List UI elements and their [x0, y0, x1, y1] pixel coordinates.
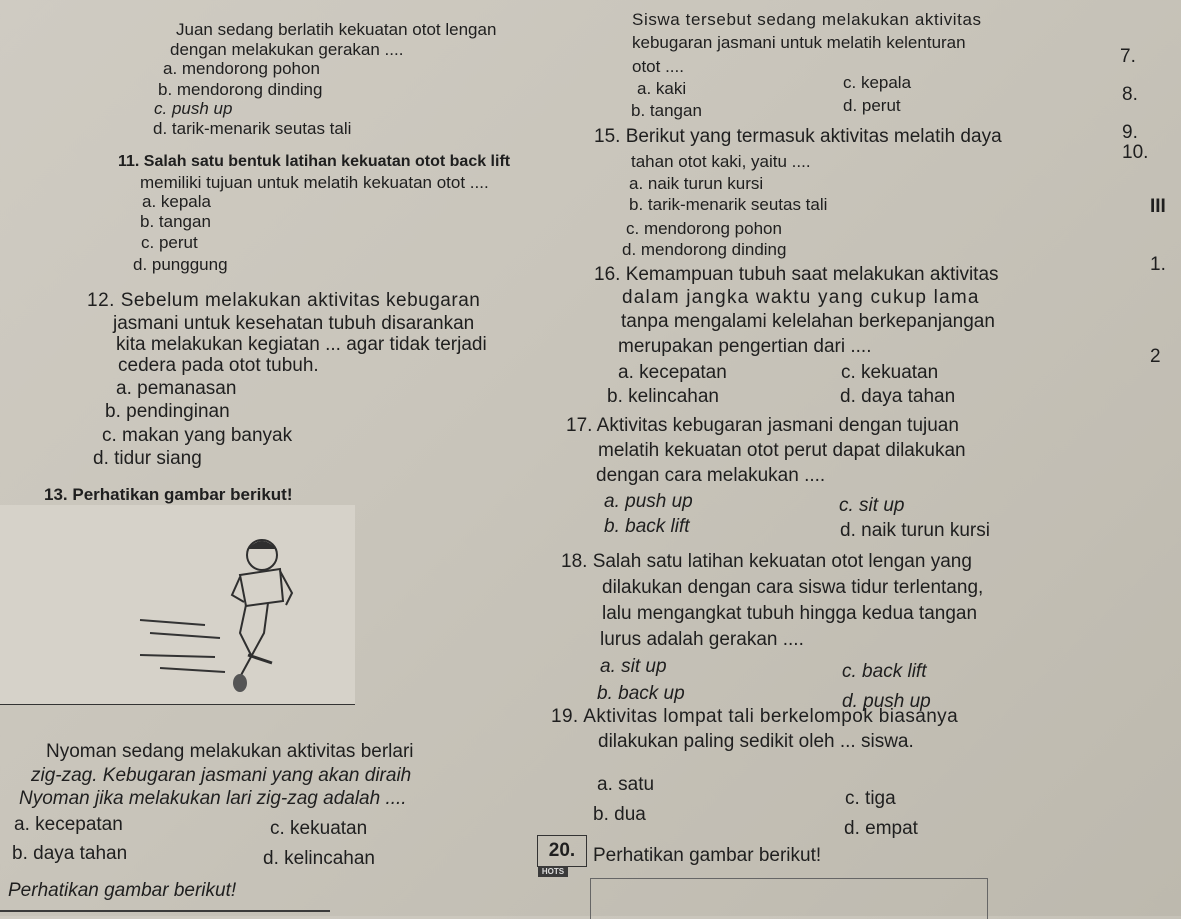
question-text: 13. Perhatikan gambar berikut! — [44, 485, 293, 504]
option-a: a. sit up — [600, 656, 667, 677]
option-d: d. push up — [842, 691, 931, 712]
option-d: d. mendorong dinding — [622, 240, 787, 259]
margin-number: 2 — [1150, 346, 1161, 367]
option-c: c. kepala — [843, 73, 912, 92]
option-c: c. kekuatan — [270, 818, 368, 839]
option-b: b. back up — [597, 683, 685, 704]
question-text: 12. Sebelum melakukan aktivitas kebugaran — [87, 290, 481, 311]
option-d: d. perut — [843, 96, 901, 115]
question-text: memiliki tujuan untuk melatih kekuatan otot .... — [140, 173, 489, 192]
option-b: b. back lift — [604, 516, 690, 537]
question-text: 15. Berikut yang termasuk aktivitas melatih daya — [594, 126, 1002, 147]
option-a: a. pemanasan — [116, 378, 237, 399]
option-a: a. kepala — [142, 192, 211, 211]
question-text: 11. Salah satu bentuk latihan kekuatan otot back lift — [118, 153, 511, 170]
question-text: kita melakukan kegiatan ... agar tidak terjadi — [116, 334, 487, 355]
option-a: a. push up — [604, 491, 693, 512]
option-a: a. naik turun kursi — [629, 174, 764, 193]
question-text: tahan otot kaki, yaitu .... — [631, 152, 811, 171]
divider — [0, 910, 330, 912]
margin-number: 1. — [1150, 254, 1166, 275]
question-text: tanpa mengalami kelelahan berkepanjangan — [621, 311, 995, 332]
question-text: Nyoman jika melakukan lari zig-zag adalah .... — [19, 788, 407, 809]
option-c: c. tiga — [845, 788, 896, 809]
margin-number: 7. — [1120, 46, 1136, 67]
running-child-illustration — [0, 505, 355, 705]
question-text: dalam jangka waktu yang cukup lama — [622, 287, 980, 308]
question-text: zig-zag. Kebugaran jasmani yang akan diraih — [31, 765, 412, 786]
option-b: b. kelincahan — [607, 386, 719, 407]
question-text: dengan cara melakukan .... — [596, 465, 826, 486]
question-text: Juan sedang berlatih kekuatan otot lengan — [176, 20, 497, 39]
option-b: b. tarik-menarik seutas tali — [629, 195, 828, 214]
question-text: dengan melakukan gerakan .... — [170, 40, 404, 59]
option-c: c. mendorong pohon — [626, 219, 782, 238]
question-text: dilakukan dengan cara siswa tidur terlentang, — [602, 577, 984, 598]
margin-number: III — [1150, 196, 1166, 217]
question-text: Nyoman sedang melakukan aktivitas berlari — [46, 741, 414, 762]
question-text: cedera pada otot tubuh. — [118, 355, 319, 376]
image-frame — [590, 878, 988, 919]
margin-number: 9. — [1122, 122, 1138, 143]
option-a: a. mendorong pohon — [163, 59, 320, 78]
option-b: b. dua — [593, 804, 646, 825]
option-b: b. pendinginan — [105, 401, 230, 422]
question-text: merupakan pengertian dari .... — [618, 336, 872, 357]
question-text: melatih kekuatan otot perut dapat dilakukan — [598, 440, 966, 461]
question-text: 18. Salah satu latihan kekuatan otot lengan yang — [561, 551, 972, 572]
question-text: lalu mengangkat tubuh hingga kedua tangan — [602, 603, 978, 624]
option-b: b. daya tahan — [12, 843, 128, 864]
question-text: dilakukan paling sedikit oleh ... siswa. — [598, 731, 914, 752]
question-text: 16. Kemampuan tubuh saat melakukan aktivitas — [594, 264, 999, 285]
option-d: d. daya tahan — [840, 386, 956, 407]
option-b: b. tangan — [140, 212, 211, 231]
margin-number: 10. — [1122, 142, 1149, 163]
option-c: c. back lift — [842, 661, 927, 682]
option-a: a. kaki — [637, 79, 687, 98]
instruction-text: Perhatikan gambar berikut! — [8, 880, 237, 901]
option-a: a. kecepatan — [14, 814, 123, 835]
question-text: kebugaran jasmani untuk melatih kelenturan — [632, 33, 966, 52]
question-text: lurus adalah gerakan .... — [600, 629, 804, 650]
option-d: d. naik turun kursi — [840, 520, 990, 541]
question-text: jasmani untuk kesehatan tubuh disarankan — [113, 313, 475, 334]
option-d: d. empat — [844, 818, 918, 839]
option-c: c. sit up — [839, 495, 905, 516]
option-d: d. kelincahan — [263, 848, 375, 869]
option-d: d. tarik-menarik seutas tali — [153, 119, 352, 138]
question-text: Siswa tersebut sedang melakukan aktivitas — [632, 10, 982, 29]
option-b: b. tangan — [631, 101, 702, 120]
option-a: a. satu — [597, 774, 655, 795]
option-a: a. kecepatan — [618, 362, 727, 383]
option-c: c. makan yang banyak — [102, 425, 293, 446]
question-text: 17. Aktivitas kebugaran jasmani dengan tujuan — [566, 415, 959, 436]
option-c: c. push up — [154, 99, 233, 118]
instruction-text: Perhatikan gambar berikut! — [593, 845, 822, 866]
hots-badge: HOTS — [538, 866, 568, 877]
option-d: d. punggung — [133, 255, 228, 274]
margin-number: 8. — [1122, 84, 1138, 105]
question-number-badge: 20. — [537, 835, 587, 867]
option-b: b. mendorong dinding — [158, 80, 323, 99]
option-c: c. kekuatan — [841, 362, 939, 383]
option-c: c. perut — [141, 233, 198, 252]
question-text: 19. Aktivitas lompat tali berkelompok biasanya — [551, 706, 959, 727]
question-text: otot .... — [632, 57, 684, 76]
option-d: d. tidur siang — [93, 448, 202, 469]
